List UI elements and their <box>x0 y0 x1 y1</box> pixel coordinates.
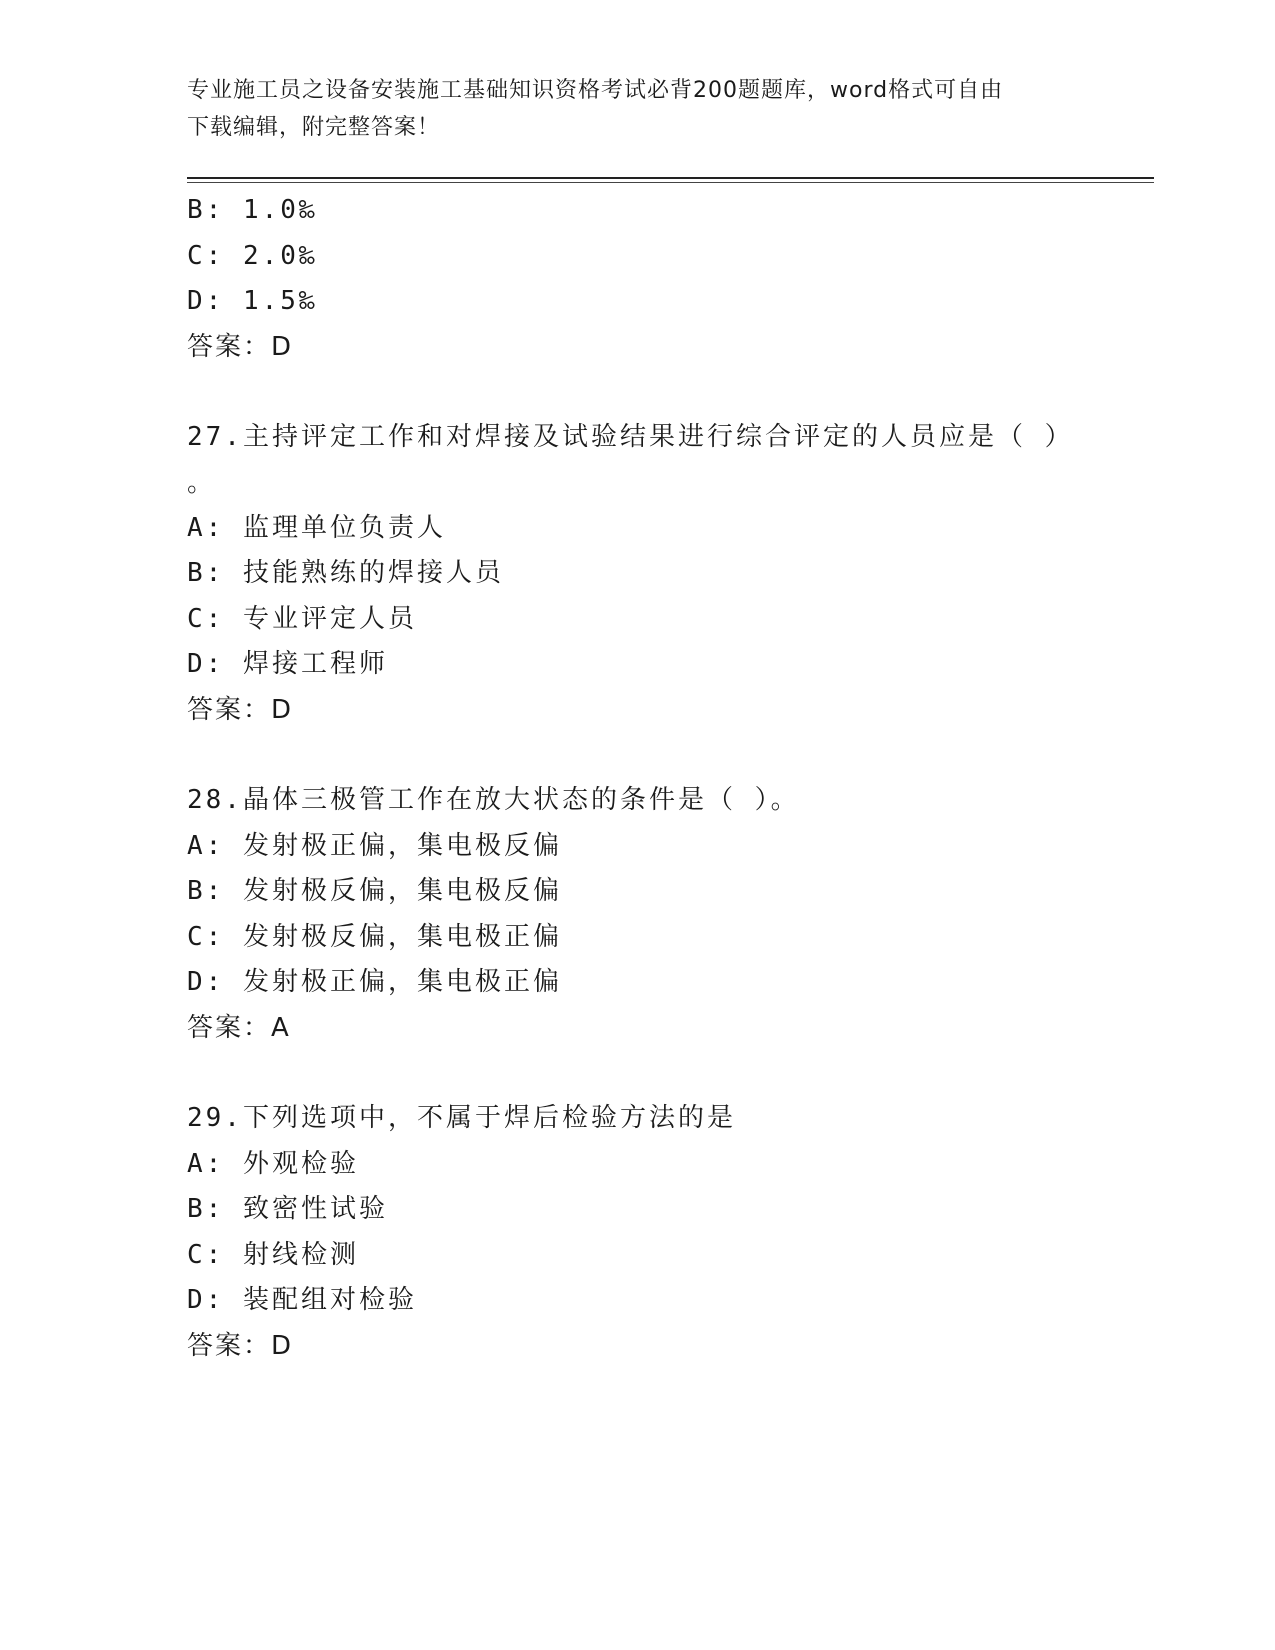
question-stem: 27.主持评定工作和对焊接及试验结果进行综合评定的人员应是（ ） <box>187 422 1074 452</box>
header-rule-thin <box>187 182 1154 183</box>
page-header <box>187 72 1067 146</box>
header-line-1: 专业施工员之设备安装施工基础知识资格考试必背200题题库，word格式可自由 <box>187 78 1004 103</box>
spacer <box>187 733 1067 778</box>
option-d: D: 装配组对检验 <box>187 1285 417 1315</box>
question-block-27 <box>187 415 1074 733</box>
option-c: C: 专业评定人员 <box>187 603 417 634</box>
option-c: C: 2.0‰ <box>187 240 318 271</box>
question-stem: 28.晶体三极管工作在放大状态的条件是（ ）。 <box>187 785 800 815</box>
option-b: B: 技能熟练的焊接人员 <box>187 558 504 588</box>
answer: 答案：D <box>187 1330 294 1361</box>
option-a: A: 监理单位负责人 <box>187 512 446 543</box>
option-b: B: 致密性试验 <box>187 1194 388 1224</box>
question-block-29 <box>187 1096 1067 1369</box>
option-d: D: 焊接工程师 <box>187 649 388 679</box>
header-line-2: 下载编辑，附完整答案！ <box>187 115 441 140</box>
option-d: D: 1.5‰ <box>187 286 318 316</box>
option-a: A: 发射极正偏，集电极反偏 <box>187 830 562 861</box>
spacer <box>187 1051 1067 1096</box>
option-b: B: 1.0‰ <box>187 195 318 225</box>
header-rule-thick <box>187 177 1154 179</box>
document-body <box>187 188 1074 1369</box>
spacer <box>187 370 1067 415</box>
question-block-partial <box>187 188 1067 370</box>
answer: 答案：D <box>187 694 294 725</box>
option-d: D: 发射极正偏，集电极正偏 <box>187 967 562 997</box>
option-c: C: 射线检测 <box>187 1239 359 1270</box>
question-block-28 <box>187 778 1067 1051</box>
question-stem-tail: 。 <box>187 467 214 498</box>
answer: 答案：A <box>187 1012 291 1043</box>
option-c: C: 发射极反偏，集电极正偏 <box>187 921 562 952</box>
option-a: A: 外观检验 <box>187 1148 359 1179</box>
answer: 答案：D <box>187 331 294 362</box>
option-b: B: 发射极反偏，集电极反偏 <box>187 876 562 906</box>
question-stem: 29.下列选项中，不属于焊后检验方法的是 <box>187 1103 736 1133</box>
